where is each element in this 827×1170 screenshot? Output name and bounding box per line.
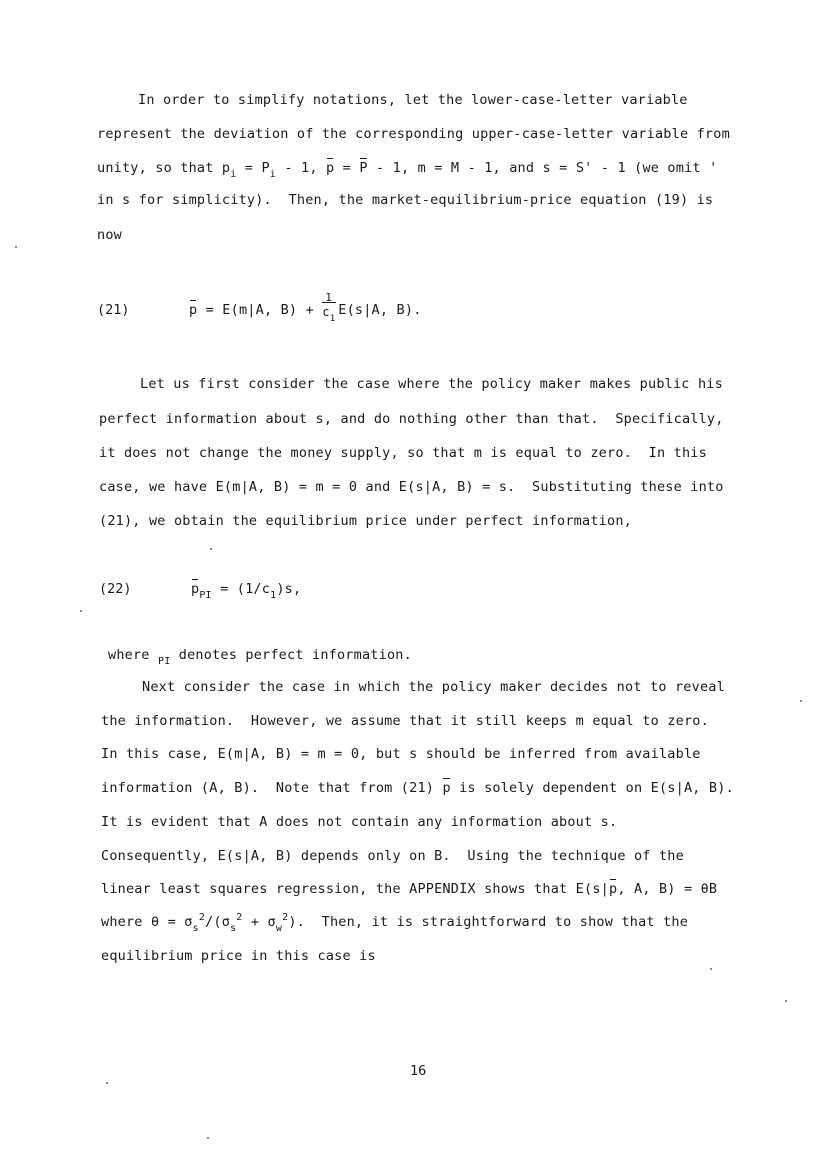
overbar-variable: p: [189, 302, 198, 318]
paragraph-1-line-4: in s for simplicity). Then, the market-equilibrium-price equation (19) is: [97, 192, 714, 208]
paragraph-3-line-8: [101, 912, 689, 934]
text-span: where: [108, 647, 158, 663]
scan-speck: [15, 246, 17, 248]
paragraph-3-line-2: the information. However, we assume that it still keeps m equal to zero.: [101, 713, 709, 729]
scan-speck: [800, 700, 802, 702]
superscript: 2: [282, 912, 289, 923]
scan-speck: [80, 610, 82, 612]
paragraph-3-line-9: equilibrium price in this case is: [101, 948, 376, 964]
subscript: 1: [270, 590, 277, 601]
scan-speck: [207, 1137, 209, 1139]
scan-speck: [210, 548, 212, 550]
text-span: information (A, B). Note that from (21): [101, 780, 443, 796]
text-span: where θ = σ: [101, 914, 193, 930]
overbar-variable: p: [442, 780, 451, 796]
overbar-variable: p: [191, 581, 200, 597]
equation-22: [191, 580, 302, 601]
text-span: )s,: [276, 581, 302, 597]
paragraph-1-line-1: In order to simplify notations, let the lower-case-letter variable: [138, 92, 688, 108]
paragraph-3-line-4: [101, 779, 734, 797]
text-span: - 1,: [276, 160, 326, 176]
text-span: denotes perfect information.: [170, 647, 412, 663]
subscript: w: [275, 923, 283, 934]
fraction-denominator: [322, 303, 336, 324]
where-line: [108, 646, 412, 667]
subscript: s: [230, 923, 237, 934]
text-span: is solely dependent on E(s|A, B).: [450, 780, 734, 796]
subscript: i: [269, 169, 277, 180]
paragraph-3-line-1: Next consider the case in which the policy maker decides not to reveal: [142, 679, 725, 695]
text-span: c: [322, 305, 330, 319]
text-span: = P: [236, 160, 270, 176]
subscript: i: [230, 169, 237, 180]
scan-speck: [710, 968, 712, 970]
paragraph-2-line-5: (21), we obtain the equilibrium price under perfect information,: [99, 513, 632, 529]
subscript: PI: [157, 656, 171, 667]
page-number: 16: [410, 1063, 427, 1079]
text-span: , A, B) = θB: [617, 881, 718, 897]
fraction: [322, 291, 338, 324]
paragraph-3-line-7: [101, 880, 717, 898]
paragraph-2-line-4: case, we have E(m|A, B) = m = 0 and E(s|A, B) = s. Substituting these into: [99, 479, 724, 495]
superscript: 2: [198, 912, 206, 923]
subscript: PI: [199, 590, 212, 601]
text-span: linear least squares regression, the APPENDIX shows that E(s|: [101, 881, 609, 897]
subscript: 1: [329, 314, 336, 324]
paragraph-3-line-3: In this case, E(m|A, B) = m = 0, but s should be inferred from available: [101, 746, 701, 762]
text-span: E(s|A, B).: [338, 302, 422, 318]
paragraph-1-line-5: now: [97, 227, 122, 243]
text-span: + σ: [242, 914, 276, 930]
paragraph-1-line-3: [97, 159, 718, 180]
text-span: unity, so that p: [97, 160, 231, 176]
paragraph-2-line-1: Let us first consider the case where the policy maker makes public his: [140, 376, 723, 392]
superscript: 2: [236, 912, 243, 923]
paragraph-3-line-5: It is evident that A does not contain any information about s.: [101, 814, 618, 830]
text-span: = E(m|A, B) +: [197, 302, 323, 318]
scan-speck: [106, 1082, 108, 1084]
text-span: - 1, m = M - 1, and s = S' - 1 (we omit ': [367, 160, 718, 176]
equation-22-label: (22): [99, 581, 132, 597]
paragraph-1-line-2: represent the deviation of the corresponding upper-case-letter variable from: [97, 126, 730, 142]
text-span: ). Then, it is straightforward to show that the: [288, 914, 689, 930]
paragraph-2-line-2: perfect information about s, and do nothing other than that. Specifically,: [99, 411, 724, 427]
fraction-numerator: 1: [325, 291, 333, 304]
equation-21: [189, 291, 422, 324]
overbar-variable: P: [359, 160, 368, 176]
text-span: = (1/c: [211, 581, 271, 597]
subscript: s: [192, 923, 199, 934]
text-span: /(σ: [205, 914, 231, 930]
scan-speck: [785, 1000, 787, 1002]
text-span: =: [334, 160, 360, 176]
paragraph-2-line-3: it does not change the money supply, so that m is equal to zero. In this: [99, 445, 707, 461]
equation-21-label: (21): [97, 302, 130, 318]
paragraph-3-line-6: Consequently, E(s|A, B) depends only on B. Using the technique of the: [101, 848, 684, 864]
overbar-variable: p: [609, 881, 618, 897]
overbar-variable: p: [326, 160, 335, 176]
